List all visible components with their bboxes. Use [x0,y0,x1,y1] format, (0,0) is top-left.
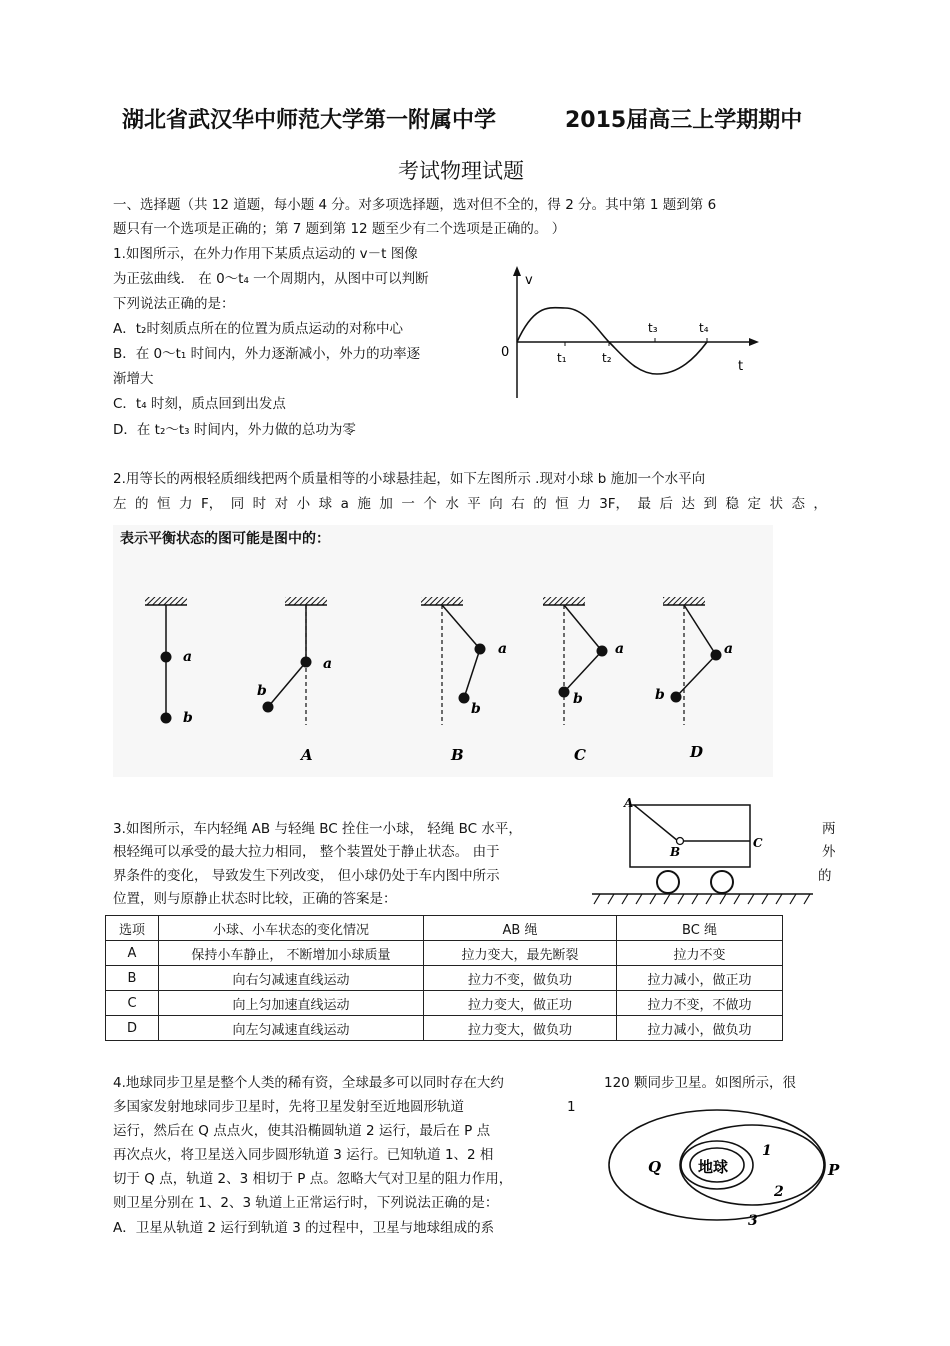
q1-option-b-cont: 渐增大 [113,371,154,387]
q1-option-d: D．在 t₂～t₃ 时间内，外力做的总功为零 [113,422,356,438]
q3-stem-line4: 位置，则与原静止状态时比较，正确的答案是： [113,891,397,907]
t4-label: t₄ [699,321,709,335]
q2-option-a-diagram [257,597,332,764]
svg-text:b: b [655,687,665,703]
page-subtitle: 考试物理试题 [398,159,524,183]
q1-stem-line2: 为正弦曲线． 在 0～t₄ 一个周期内，从图中可以判断 [113,271,429,287]
q3-stem-line1: 3.如图所示，车内轻绳 AB 与轻绳 BC 拴住一小球， 轻绳 BC 水平， [113,821,522,837]
q2-option-c-diagram [543,597,624,764]
table-row: D 向左匀减速直线运动 拉力变大，做负功 拉力减小，做负功 [106,1016,783,1041]
svg-text:C: C [753,836,763,850]
wheel-left [657,871,679,893]
q2-figure-caption: 表示平衡状态的图可能是图中的： [120,531,330,547]
q4-stem-line1: 4.地球同步卫星是整个人类的稀有资，全球最多可以同时存在大约 [113,1075,504,1091]
point-p-label: P [828,1161,840,1179]
section-intro-line1: 一、选择题（共 12 道题，每小题 4 分。对多项选择题，选对但不全的，得 2 分。其中第 1 题到第 6 [113,197,717,213]
q1-option-a: A．t₂时刻质点所在的位置为质点运动的对称中心 [113,321,403,337]
svg-text:a: a [498,641,508,657]
q1-stem-line1: 1.如图所示，在外力作用下某质点运动的 v－t 图像 [113,246,418,262]
rope-ab [634,805,678,841]
q2-stem-line2: 左 的 恒 力 F， 同 时 对 小 球 a 施 加 一 个 水 平 向 右 的 恒 力 3F， 最 后 达 到 稳 定 状 态 ， [113,496,827,512]
point-q-label: Q [648,1158,662,1176]
q4-option-a: A．卫星从轨道 2 运行到轨道 3 的过程中，卫星与地球组成的系 [113,1220,495,1236]
page-title-part2: 2015届高三上学期期中 [565,108,803,133]
cart-body [630,805,750,867]
origin-label: 0 [501,345,510,360]
q3-cart-figure [590,795,815,910]
q1-stem-line3: 下列说法正确的是： [113,296,235,312]
q4-stem-line2: 多国家发射地球同步卫星时，先将卫星发射至近地圆形轨道 [113,1099,464,1115]
svg-text:a: a [323,656,333,672]
q3-options-table [105,915,783,1041]
svg-text:A: A [301,746,313,764]
sine-curve [517,308,707,374]
q3-stem-line1-end: 两 [822,821,836,837]
t2-label: t₂ [602,351,612,365]
ground-hatch [594,894,810,904]
orbit-3-label: 3 [748,1213,758,1229]
svg-text:a: a [724,641,734,657]
q2-option-b-diagram [421,597,507,764]
v-axis-arrow [513,266,521,276]
q3-stem-line3: 界条件的变化， 导致发生下列改变， 但小球仍处于车内图中所示 [113,868,500,884]
q4-stem-line6: 则卫星分别在 1、2、3 轨道上正常运行时，下列说法正确的是： [113,1195,499,1211]
q4-stem-line5: 切于 Q 点，轨道 2、3 相切于 P 点。忽略大气对卫星的阻力作用， [113,1171,513,1187]
t1-label: t₁ [557,351,567,365]
t3-label: t₃ [648,321,658,335]
q2-option-d-diagram [655,597,733,761]
svg-text:b: b [471,701,481,717]
q2-stem-line1: 2.用等长的两根轻质细线把两个质量相等的小球悬挂起，如下左图所示 .现对小球 b 施加一个水平向 [113,471,706,487]
table-row: C 向上匀加速直线运动 拉力变大，做正功 拉力不变，不做功 [106,991,783,1016]
t-label: t [738,359,744,374]
orbit-1-label: 1 [762,1143,772,1159]
svg-text:C: C [574,746,586,764]
q4-stem-line2-end: 1 [567,1099,576,1115]
table-row: A 保持小车静止， 不断增加小球质量 拉力变大，最先断裂 拉力不变 [106,941,783,966]
t-axis-arrow [749,338,759,346]
q4-orbit-figure [600,1105,845,1230]
svg-text:b: b [257,683,267,699]
page-title-part1: 湖北省武汉华中师范大学第一附属中学 [122,108,497,133]
section-intro-line2: 题只有一个选项是正确的；第 7 题到第 12 题至少有二个选项是正确的。 ） [113,221,566,237]
svg-text:B: B [670,845,681,859]
earth-label: 地球 [698,1158,729,1176]
q3-stem-line3-end: 的 [818,868,832,884]
q1-option-c: C．t₄ 时刻，质点回到出发点 [113,396,286,412]
ball [677,838,684,845]
q2-initial-diagram [145,597,193,726]
svg-text:b: b [183,710,193,726]
q1-option-b: B．在 0～t₁ 时间内，外力逐渐减小，外力的功率逐 [113,346,421,362]
q4-stem-line3: 运行，然后在 Q 点点火，使其沿椭圆轨道 2 运行，最后在 P 点 [113,1123,491,1139]
v-label: v [525,273,533,288]
q3-stem-line2-end: 外 [822,844,836,860]
table-header-row: 选项 小球、小车状态的变化情况 AB 绳 BC 绳 [106,916,783,941]
q4-stem-line4: 再次点火，将卫星送入同步圆形轨道 3 运行。已知轨道 1、2 相 [113,1147,494,1163]
q1-vt-graph [495,262,765,402]
svg-text:a: a [183,649,193,665]
svg-text:D: D [690,743,704,761]
svg-text:b: b [573,691,583,707]
svg-text:A: A [624,796,634,810]
svg-text:a: a [615,641,625,657]
svg-text:B: B [451,746,464,764]
q2-pendulum-diagrams [113,525,773,777]
q3-stem-line2: 根轻绳可以承受的最大拉力相同， 整个装置处于静止状态。 由于 [113,844,500,860]
q4-stem-line1-end: 120 颗同步卫星。如图所示，很 [604,1075,797,1091]
table-row: B 向右匀减速直线运动 拉力不变，做负功 拉力减小，做正功 [106,966,783,991]
orbit-2-label: 2 [774,1184,784,1200]
wheel-right [711,871,733,893]
